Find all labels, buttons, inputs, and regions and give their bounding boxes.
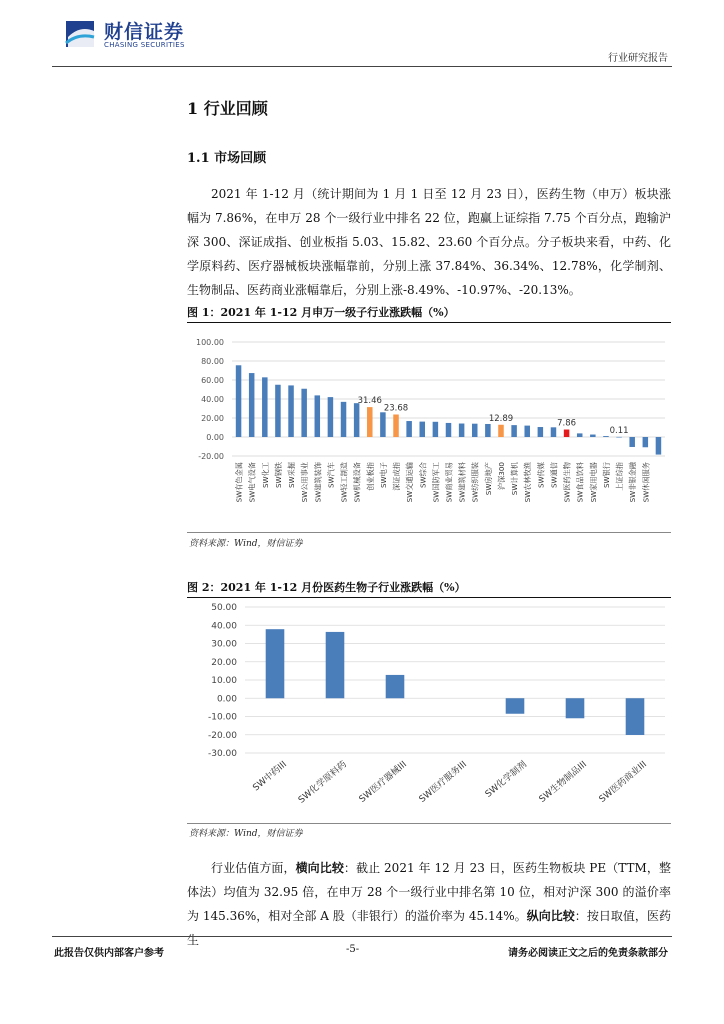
x-category-label: SW医药生物 [562, 462, 572, 503]
figure1-source: 资料来源：Wind，财信证券 [189, 539, 303, 549]
bar [249, 373, 255, 437]
report-type: 行业研究报告 [608, 53, 668, 64]
brand-name-en: CHASING SECURITIES [104, 41, 185, 49]
bar [656, 437, 662, 455]
bar [566, 698, 585, 718]
header-divider [52, 66, 672, 67]
valuation-text [187, 856, 671, 952]
bar [386, 675, 405, 698]
y-tick-label: 20.00 [201, 414, 224, 423]
bar [354, 403, 360, 437]
x-category-label: SW医药商业III [597, 759, 649, 805]
y-tick-label: 80.00 [201, 357, 224, 366]
market-review-paragraph [187, 182, 671, 302]
bar [393, 415, 399, 437]
bar [275, 385, 281, 437]
footer-divider [52, 936, 672, 937]
x-category-label: SW非银金融 [628, 462, 638, 503]
bar [433, 422, 439, 437]
x-category-label: SW汽车 [326, 462, 336, 489]
x-category-label: SW化工 [260, 462, 270, 489]
x-category-label: SW钢铁 [273, 462, 283, 489]
x-category-label: SW农林牧渔 [523, 462, 533, 503]
bar [380, 412, 386, 437]
bar [590, 435, 596, 437]
y-tick-label: 10.00 [211, 676, 237, 686]
x-category-label: SW休闲服务 [641, 462, 651, 503]
x-category-label: SW计算机 [510, 462, 520, 496]
valuation-text-part3: ：按日取值，医药生 [187, 909, 671, 947]
valuation-paragraph [187, 856, 671, 952]
x-category-label: SW传媒 [536, 462, 546, 489]
bar [459, 424, 465, 437]
x-category-label: SW房地产 [483, 462, 493, 496]
x-category-label: SW建筑材料 [457, 462, 467, 503]
bar [328, 397, 334, 437]
y-tick-label: 20.00 [211, 657, 237, 668]
data-label: 31.46 [357, 396, 382, 407]
valuation-bold-vertical: 纵向比较 [526, 909, 575, 923]
bar [485, 424, 491, 437]
bar [564, 430, 570, 437]
bar [315, 395, 321, 437]
figure2-bottom-rule [187, 823, 671, 824]
x-category-label: 深证成指 [392, 462, 402, 491]
x-category-label: SW中药III [251, 759, 289, 794]
x-category-label: SW电子 [378, 462, 388, 489]
bar [643, 437, 649, 447]
bar [301, 389, 307, 437]
y-tick-label: -20.00 [198, 452, 224, 461]
bar [367, 407, 373, 437]
x-category-label: SW化学原料药 [296, 759, 349, 806]
bar [341, 402, 347, 437]
bar [538, 427, 544, 437]
figure2-title: 图 2：2021 年 1-12 月份医药生物子行业涨跌幅（%） [187, 581, 466, 594]
y-tick-label: 40.00 [211, 621, 237, 632]
x-category-label: SW有色金属 [234, 462, 244, 503]
x-category-label: SW建筑装饰 [313, 462, 323, 503]
x-category-label: 上证综指 [615, 462, 625, 491]
figure2-source: 资料来源：Wind，财信证券 [189, 829, 303, 839]
x-category-label: SW化学制剂 [483, 759, 529, 800]
bar [603, 436, 609, 437]
paragraph-text: 2021 年 1-12 月（统计期间为 1 月 1 日至 12 月 23 日），医药生物（申万）板块涨幅为 7.86%，在申万 28 个一级行业中排名 22 位，跑赢上证综指 7.75 个百分点，跑输沪深 300、深证成指、创业板指 5.03、15.82、23.60 个百分点。分子板块来看，中药、化学原料药、医疗器械板块涨幅靠前，分别上涨 37.84%、36.34%、12.78%，化学制剂、生物制品、医药商业涨幅靠后，分别上涨-8.49%、-10.97%、-20.13%。 [187, 187, 671, 297]
x-category-label: SW轻工制造 [339, 462, 349, 503]
x-category-label: SW通信 [549, 462, 559, 489]
bar [326, 632, 345, 698]
bar [616, 437, 622, 438]
valuation-text-part2: ：截止 2021 年 12 月 23 日，医药生物板块 PE（TTM，整体法）均值为 32.95 倍，在申万 28 个一级行业中排名第 10 位，相对沪深 300 的溢价率为 145.36%，相对全部 A 股（非银行）的溢价率为 45.14%。 [187, 861, 671, 923]
figure1-bottom-rule [187, 532, 671, 533]
bar [262, 377, 268, 437]
y-tick-label: 0.00 [216, 694, 237, 705]
page-number: -5- [346, 944, 360, 955]
x-category-label: SW交通运输 [405, 462, 415, 503]
bar [420, 422, 426, 437]
y-tick-label: -10.00 [207, 712, 237, 723]
x-category-label: 沪深300 [496, 462, 506, 491]
x-category-label: SW银行 [601, 462, 611, 489]
y-tick-label: 60.00 [201, 376, 224, 385]
section-heading: 1 行业回顾 [187, 99, 268, 118]
x-category-label: SW国防军工 [431, 462, 441, 503]
y-tick-label: 30.00 [211, 639, 237, 650]
bar [577, 433, 583, 437]
bar [266, 629, 285, 698]
x-category-label: SW商业贸易 [444, 462, 454, 503]
brand-logo-icon [62, 17, 98, 51]
x-category-label: SW纺织服装 [470, 462, 480, 503]
valuation-text-part1: 行业估值方面， [211, 861, 296, 875]
subsection-heading: 1.1 市场回顾 [187, 151, 267, 166]
data-label: 0.11 [609, 425, 629, 436]
bar [236, 365, 242, 437]
bar [498, 425, 504, 437]
x-category-label: SW综合 [418, 462, 428, 489]
valuation-bold-horizontal: 横向比较 [295, 861, 344, 875]
footer-left-note: 此报告仅供内部客户参考 [54, 948, 164, 959]
x-category-label: SW生物制品III [537, 759, 589, 805]
x-category-label: SW公用事业 [300, 462, 310, 503]
bar [288, 385, 294, 437]
bar [446, 423, 452, 437]
brand-name-cn: 财信证券 [104, 21, 185, 43]
data-label: 23.68 [383, 403, 409, 414]
bar [511, 425, 517, 437]
x-category-label: SW医疗服务III [417, 759, 469, 805]
figure2-top-rule [187, 597, 671, 598]
bar [506, 698, 525, 713]
y-tick-label: -30.00 [207, 749, 237, 759]
footer-disclaimer: 请务必阅读正文之后的免责条款部分 [508, 948, 668, 959]
bar [626, 698, 645, 735]
y-tick-label: 40.00 [201, 395, 224, 404]
x-category-label: SW食品饮料 [575, 462, 585, 503]
bar [406, 421, 412, 437]
x-category-label: SW采掘 [287, 462, 297, 489]
y-tick-label: -20.00 [207, 730, 237, 741]
x-category-label: 创业板指 [365, 462, 375, 491]
bar [472, 424, 478, 437]
x-category-label: SW家用电器 [588, 462, 598, 503]
bar [629, 437, 635, 447]
figure2-bar-chart [187, 599, 671, 823]
figure1-bar-chart [187, 326, 671, 532]
data-label: 12.89 [488, 413, 514, 424]
y-tick-label: 100.00 [196, 338, 224, 347]
y-tick-label: 0.00 [206, 433, 224, 442]
figure1-title: 图 1：2021 年 1-12 月申万一级子行业涨跌幅（%） [187, 306, 455, 319]
data-label: 7.86 [557, 418, 577, 429]
x-category-label: SW机械设备 [352, 462, 362, 503]
x-category-label: SW电气设备 [247, 462, 257, 503]
y-tick-label: 50.00 [211, 603, 237, 613]
x-category-label: SW医疗器械III [357, 759, 409, 805]
bar [524, 426, 530, 437]
bar [551, 427, 557, 437]
figure1-top-rule [187, 322, 671, 323]
